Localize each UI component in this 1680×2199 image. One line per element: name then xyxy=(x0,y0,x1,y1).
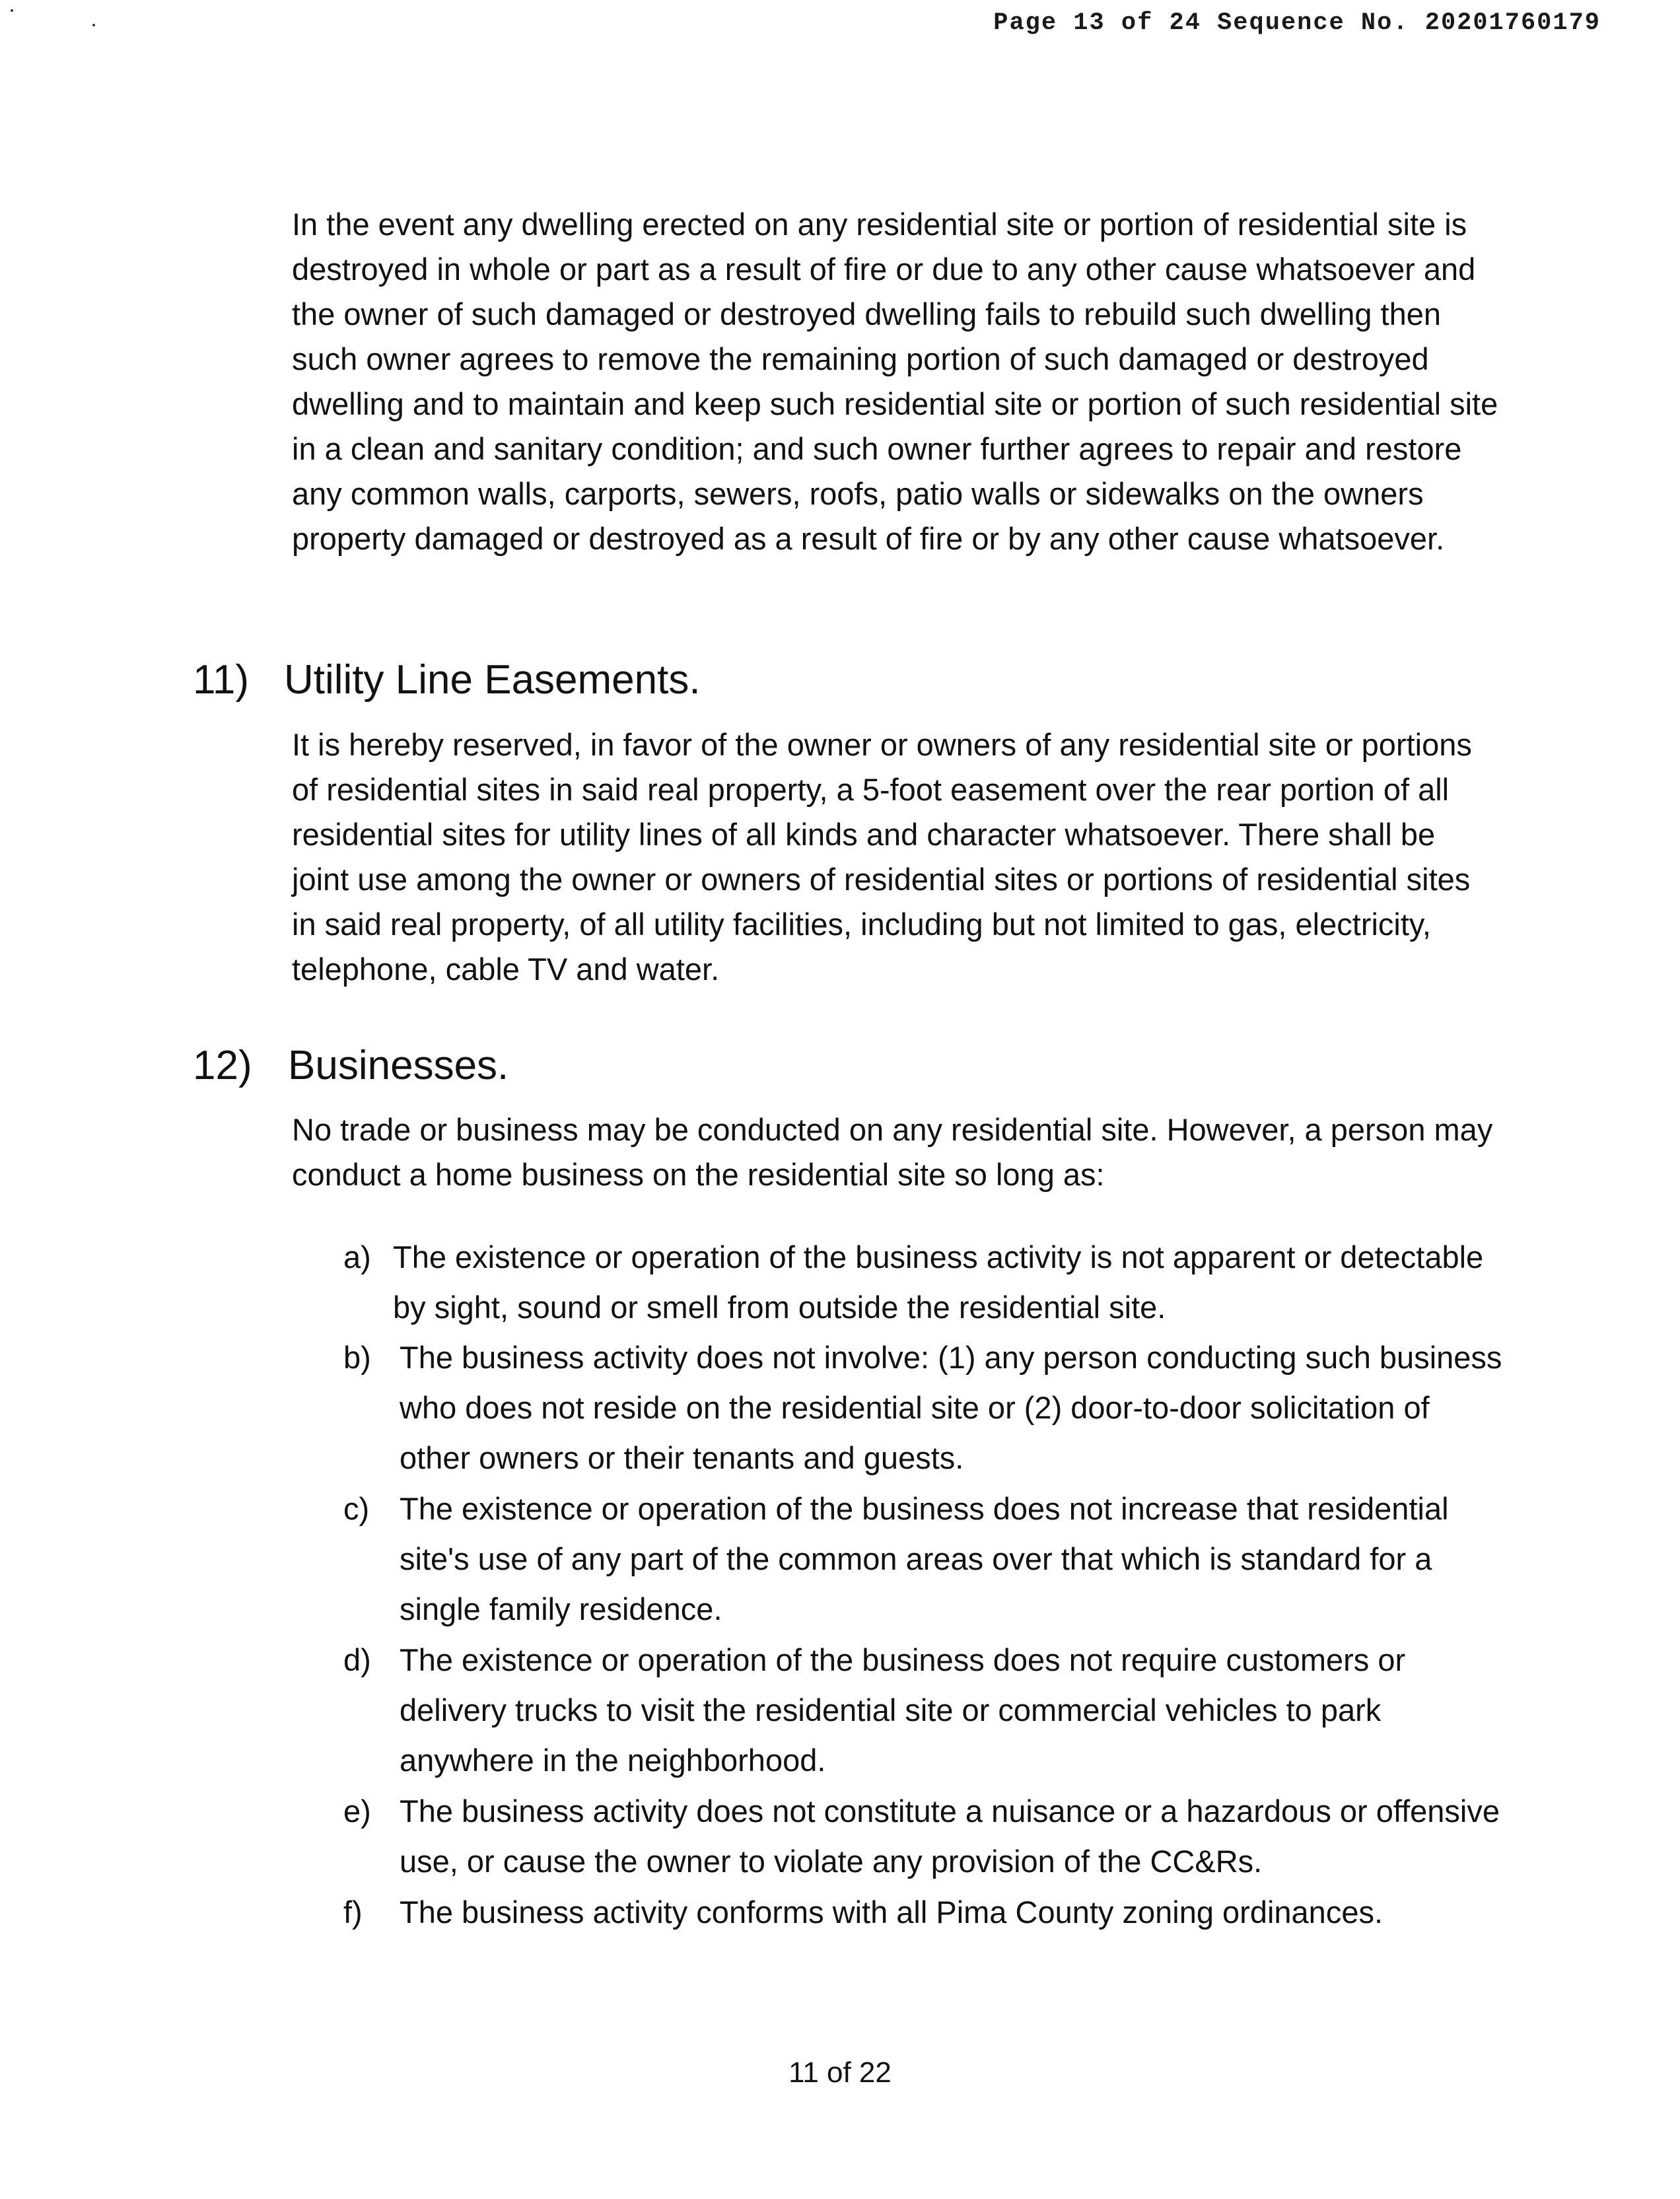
list-item-f xyxy=(343,1887,1506,1937)
list-item-text: The existence or operation of the business does not require customers or delivery trucks to visit the residential site or commercial vehicles to park anywhere in the neighborhood. xyxy=(400,1642,1406,1778)
list-item-text: The business activity conforms with all Pima County zoning ordinances. xyxy=(400,1895,1383,1930)
page-header-sequence: Page 13 of 24 Sequence No. 20201760179 xyxy=(993,9,1601,37)
list-item-a xyxy=(343,1232,1506,1333)
list-marker: b) xyxy=(343,1340,371,1375)
page-footer-number: 11 of 22 xyxy=(788,2056,892,2089)
list-item-d xyxy=(343,1635,1506,1786)
list-item-text: The existence or operation of the business activity is not apparent or detectable by sight, sound or smell from outside the residential site. xyxy=(393,1239,1484,1325)
list-marker: c) xyxy=(343,1491,370,1526)
list-item-text: The business activity does not constitute a nuisance or a hazardous or offensive use, or cause the owner to violate any provision of the CC&Rs. xyxy=(400,1794,1500,1879)
section-12-number: 12) xyxy=(193,1043,252,1088)
scan-dot-1 xyxy=(11,9,13,12)
list-item-text: The business activity does not involve: (1) any person conducting such business who does not reside on the residential site or (2) door-to-door solicitation of other owners or their tenants and guests. xyxy=(400,1340,1502,1475)
section-11-title: Utility Line Easements. xyxy=(284,657,701,703)
list-marker: a) xyxy=(343,1239,371,1274)
list-marker: e) xyxy=(343,1794,371,1829)
list-marker: d) xyxy=(343,1642,371,1677)
section-12-title: Businesses. xyxy=(288,1043,509,1088)
list-item-c xyxy=(343,1484,1506,1634)
list-item-text: The existence or operation of the business does not increase that residential site's use of any part of the common areas over that which is standard for a single family residence. xyxy=(400,1491,1449,1626)
section-12-body: No trade or business may be conducted on any residential site. However, a person may conduct a home business on the residential site so long as: xyxy=(292,1112,1493,1192)
list-marker: f) xyxy=(343,1895,363,1930)
scan-dot-2 xyxy=(92,24,95,26)
section-11-body: It is hereby reserved, in favor of the owner or owners of any residential site or portions of residential sites in said real property, a 5-foot easement over the rear portion of all residential sites for utility lines of all kinds and character whatsoever. There shall be joint use among the owner or owners of residential sites or portions of residential sites in said real property, of all utility facilities, including but not limited to gas, electricity, telephone, cable TV and water. xyxy=(292,727,1472,987)
section-11-number: 11) xyxy=(193,657,250,703)
list-item-e xyxy=(343,1786,1506,1887)
intro-paragraph: In the event any dwelling erected on any residential site or portion of residential site is destroyed in whole or part as a result of fire or due to any other cause whatsoever and the owner of such damaged or destroyed dwelling fails to rebuild such dwelling then such owner agrees to remove the remaining portion of such damaged or destroyed dwelling and to maintain and keep such residential site or portion of such residential site in a clean and sanitary condition; and such owner further agrees to repair and restore any common walls, carports, sewers, roofs, patio walls or sidewalks on the owners property damaged or destroyed as a result of fire or by any other cause whatsoever. xyxy=(292,207,1498,556)
list-item-b xyxy=(343,1333,1506,1483)
